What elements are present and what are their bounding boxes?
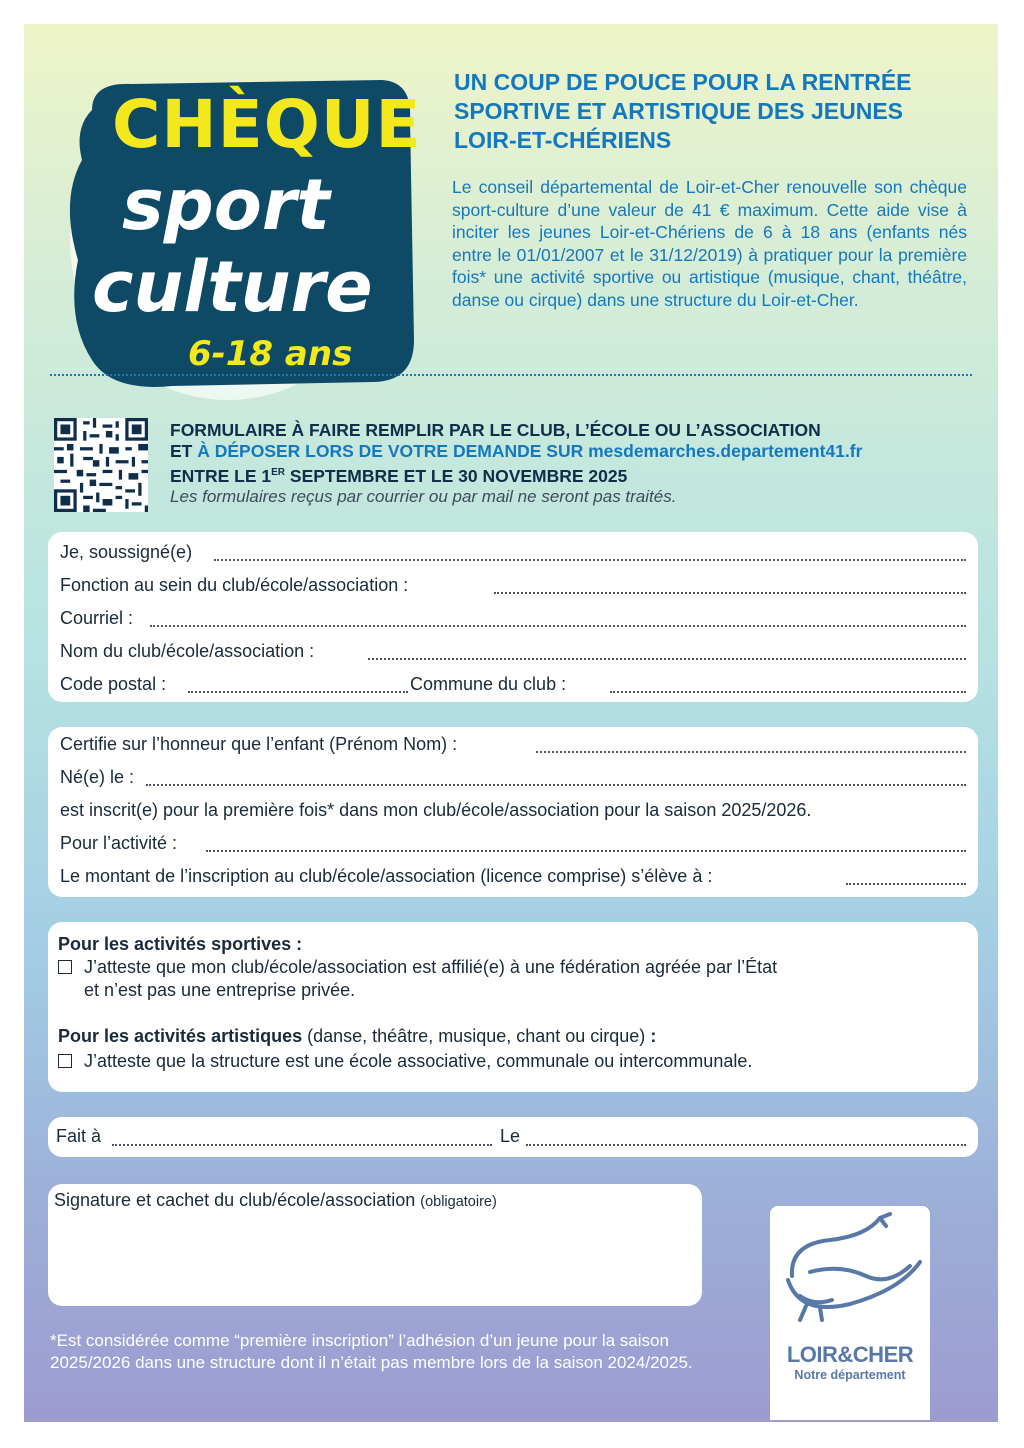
sport-attestation-text-cont: et n’est pas une entreprise privée. [84,980,356,1000]
fonction-label: Fonction au sein du club/école/association : [60,575,409,595]
signature-box[interactable] [48,1184,702,1306]
logo-word-culture: culture [92,246,373,328]
logo-age-range: 6-18 ans [188,334,353,374]
art-attestation-checkbox[interactable] [58,1054,72,1068]
certifie-label: Certifie sur l’honneur que l’enfant (Prénom Nom) : [60,734,458,754]
birth-date-label: Né(e) le : [60,767,135,787]
courriel-field[interactable] [150,625,966,627]
courriel-label: Courriel : [60,608,134,628]
amount-label: Le montant de l’inscription au club/école/association (licence comprise) s’élève à : [60,866,713,886]
birth-date-field[interactable] [146,784,966,786]
child-info-section [48,727,978,897]
cheque-sport-culture-logo [52,70,422,410]
sport-activities-title: Pour les activités sportives : [58,934,303,954]
loir-et-cher-brand-block [770,1206,930,1420]
date-field[interactable] [526,1144,966,1146]
soussigne-label: Je, soussigné(e) [60,542,193,562]
form-instructions: FORMULAIRE À FAIRE REMPLIR PAR LE CLUB, L’ÉCOLE OU L’ASSOCIATION ET À DÉPOSER LORS DE VOTRE DEMANDE SUR mesdemarches.departement41.fr ENTRE LE 1ER SEPTEMBRE ET LE 30 NOVEMBRE 2025 [170,420,863,486]
logo-word-cheque: CHÈQUE [112,86,422,163]
form-note: Les formulaires reçus par courrier ou par mail ne seront pas traités. [170,487,677,506]
qr-code-icon[interactable] [54,418,148,512]
sport-attestation-checkbox[interactable] [58,960,72,974]
fait-a-field[interactable] [112,1144,492,1146]
fait-a-label: Fait à [56,1126,102,1146]
code-postal-label: Code postal : [60,674,167,694]
commune-label: Commune du club : [410,674,567,694]
dotted-separator [50,374,972,376]
inscription-statement: est inscrit(e) pour la première fois* dans mon club/école/association pour la saison 2025/2026. [60,800,812,820]
salamander-logo-icon [770,1206,930,1336]
amount-field[interactable] [846,883,966,885]
brand-tagline: Notre département [794,1368,906,1382]
code-postal-field[interactable] [188,691,408,693]
logo-word-sport: sport [122,164,330,246]
footnote: *Est considérée comme “première inscription” l’adhésion d’un jeune pour la saison 2025/2026 dans une structure dont il n’était pas membre lors de la saison 2024/2025. [50,1331,693,1372]
activity-field[interactable] [206,850,966,852]
flyer-page [24,24,998,1422]
signature-label: Signature et cachet du club/école/association (obligatoire) [54,1190,497,1210]
submission-site-link[interactable]: À DÉPOSER LORS DE VOTRE DEMANDE SUR mesdemarches.departement41.fr [197,441,863,461]
art-attestation-text: J’atteste que la structure est une école associative, communale ou intercommunale. [84,1051,753,1071]
nom-club-label: Nom du club/école/association : [60,641,315,661]
art-activities-title: Pour les activités artistiques (danse, théâtre, musique, chant ou cirque) : [58,1026,657,1046]
commune-field[interactable] [610,691,966,693]
fonction-field[interactable] [494,592,966,594]
nom-club-field[interactable] [368,658,966,660]
intro-paragraph: Le conseil départemental de Loir-et-Cher renouvelle son chèque sport-culture d’une valeur de 41 € maximum. Cette aide vise à inciter les jeunes Loir-et-Chériens de 6 à 18 ans (enfants nés entre le 01/01/2007 et le 31/12/2019) à pratiquer pour la première fois* une activité sportive ou artistique (musique, chant, théâtre, danse ou cirque) dans une structure du Loir-et-Cher. [452,177,967,310]
child-name-field[interactable] [536,751,966,753]
soussigne-field[interactable] [214,559,966,561]
club-info-section [48,532,978,702]
date-label: Le [500,1126,521,1146]
activity-label: Pour l’activité : [60,833,178,853]
attestation-section [48,922,978,1092]
intro-title: UN COUP DE POUCE POUR LA RENTRÉE SPORTIVE ET ARTISTIQUE DES JEUNES LOIR-ET-CHÉRIENS [454,69,912,153]
place-date-section [48,1117,978,1157]
sport-attestation-text: J’atteste que mon club/école/association est affilié(e) à une fédération agréée par l’État [84,957,778,977]
brand-name: LOIR&CHER [786,1342,914,1367]
